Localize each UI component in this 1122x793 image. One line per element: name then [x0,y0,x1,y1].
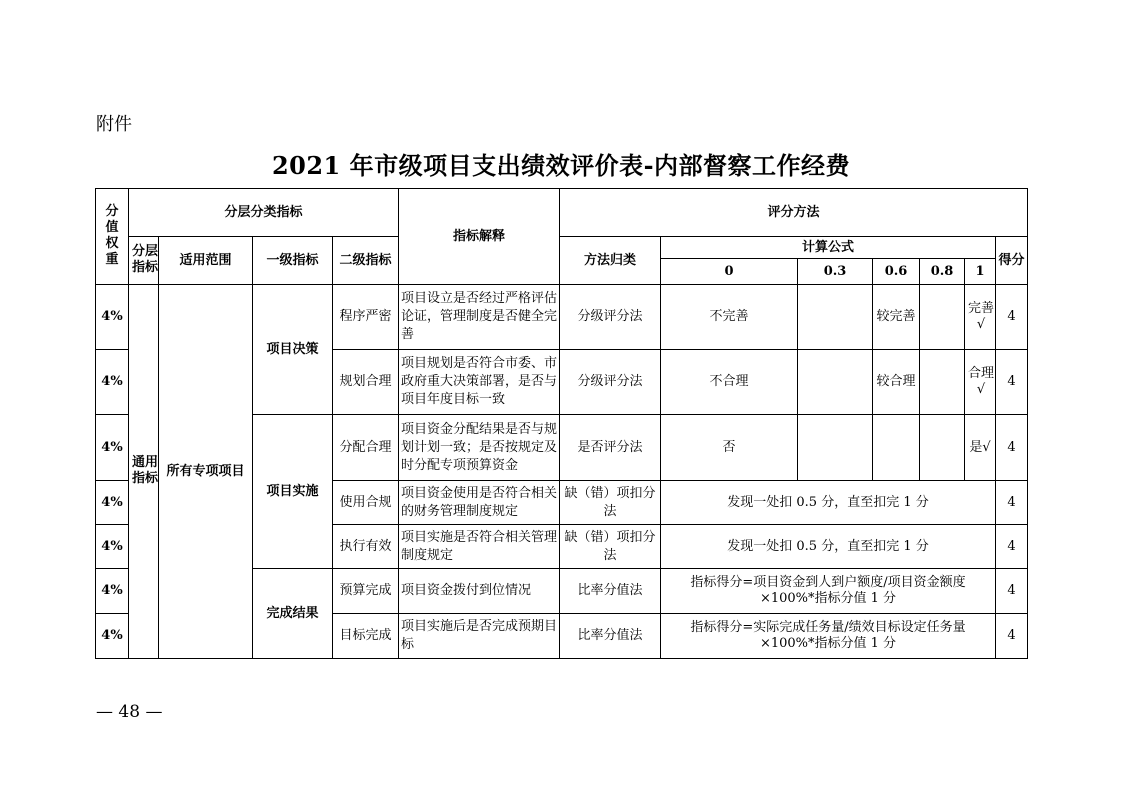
score-03-cell [798,350,873,415]
method-cell: 比率分值法 [560,569,661,614]
header-scope: 适用范围 [159,237,253,285]
header-method: 方法归类 [560,237,661,285]
formula-cell: 指标得分=实际完成任务量/绩效目标设定任务量×100%*指标分值 1 分 [661,614,996,659]
level1-implement: 项目实施 [253,415,333,569]
weight-cell: 4% [96,415,129,481]
level2-cell: 预算完成 [333,569,399,614]
score-03-cell [798,415,873,481]
header-weight: 分值权重 [96,189,129,285]
header-col-0: 0 [661,259,798,285]
header-layered: 分层分类指标 [129,189,399,237]
weight-cell: 4% [96,285,129,350]
score-06-cell [873,415,920,481]
weight-cell: 4% [96,569,129,614]
level2-cell: 程序严密 [333,285,399,350]
score-cell: 4 [996,525,1028,569]
score-cell: 4 [996,569,1028,614]
method-cell: 是否评分法 [560,415,661,481]
score-1-cell: 合理√ [965,350,996,415]
header-col-1: 1 [965,259,996,285]
score-cell: 4 [996,415,1028,481]
scope-group-cell: 所有专项项目 [159,285,253,659]
attachment-label: 附件 [96,114,132,135]
score-cell: 4 [996,350,1028,415]
level1-result: 完成结果 [253,569,333,659]
header-level1: 一级指标 [253,237,333,285]
score-0-cell: 不完善 [661,285,798,350]
score-06-cell: 较合理 [873,350,920,415]
header-explain: 指标解释 [399,189,560,285]
header-formula: 计算公式 [661,237,996,259]
score-1-cell: 是√ [965,415,996,481]
header-scoring: 评分方法 [560,189,1028,237]
score-cell: 4 [996,614,1028,659]
method-cell: 缺（错）项扣分法 [560,481,661,525]
level2-cell: 分配合理 [333,415,399,481]
formula-cell: 发现一处扣 0.5 分，直至扣完 1 分 [661,481,996,525]
table-row [96,285,1028,350]
header-layer-index: 分层指标 [129,237,159,285]
header-score: 得分 [996,237,1028,285]
explain-cell: 项目资金拨付到位情况 [399,569,560,614]
header-col-03: 0.3 [798,259,873,285]
formula-cell: 发现一处扣 0.5 分，直至扣完 1 分 [661,525,996,569]
score-08-cell [920,285,965,350]
explain-cell: 项目实施是否符合相关管理制度规定 [399,525,560,569]
score-0-cell: 否 [661,415,798,481]
weight-cell: 4% [96,614,129,659]
score-cell: 4 [996,285,1028,350]
level2-cell: 目标完成 [333,614,399,659]
header-col-08: 0.8 [920,259,965,285]
page-number: — 48 — [96,702,163,722]
weight-cell: 4% [96,481,129,525]
score-1-cell: 完善√ [965,285,996,350]
score-0-cell: 不合理 [661,350,798,415]
level1-decision: 项目决策 [253,285,333,415]
score-08-cell [920,415,965,481]
evaluation-table [95,188,1028,659]
header-col-06: 0.6 [873,259,920,285]
level2-cell: 执行有效 [333,525,399,569]
weight-cell: 4% [96,525,129,569]
explain-cell: 项目实施后是否完成预期目标 [399,614,560,659]
score-06-cell: 较完善 [873,285,920,350]
method-cell: 比率分值法 [560,614,661,659]
score-cell: 4 [996,481,1028,525]
formula-cell: 指标得分=项目资金到人到户额度/项目资金额度×100%*指标分值 1 分 [661,569,996,614]
method-cell: 缺（错）项扣分法 [560,525,661,569]
score-08-cell [920,350,965,415]
level2-cell: 规划合理 [333,350,399,415]
explain-cell: 项目规划是否符合市委、市政府重大决策部署，是否与项目年度目标一致 [399,350,560,415]
level2-cell: 使用合规 [333,481,399,525]
explain-cell: 项目设立是否经过严格评估论证，管理制度是否健全完善 [399,285,560,350]
method-cell: 分级评分法 [560,285,661,350]
score-03-cell [798,285,873,350]
header-level2: 二级指标 [333,237,399,285]
explain-cell: 项目资金分配结果是否与规划计划一致；是否按规定及时分配专项预算资金 [399,415,560,481]
page-title: 2021 年市级项目支出绩效评价表-内部督察工作经费 [271,151,851,180]
weight-cell: 4% [96,350,129,415]
method-cell: 分级评分法 [560,350,661,415]
layer-group-cell: 通用指标 [129,285,159,659]
explain-cell: 项目资金使用是否符合相关的财务管理制度规定 [399,481,560,525]
